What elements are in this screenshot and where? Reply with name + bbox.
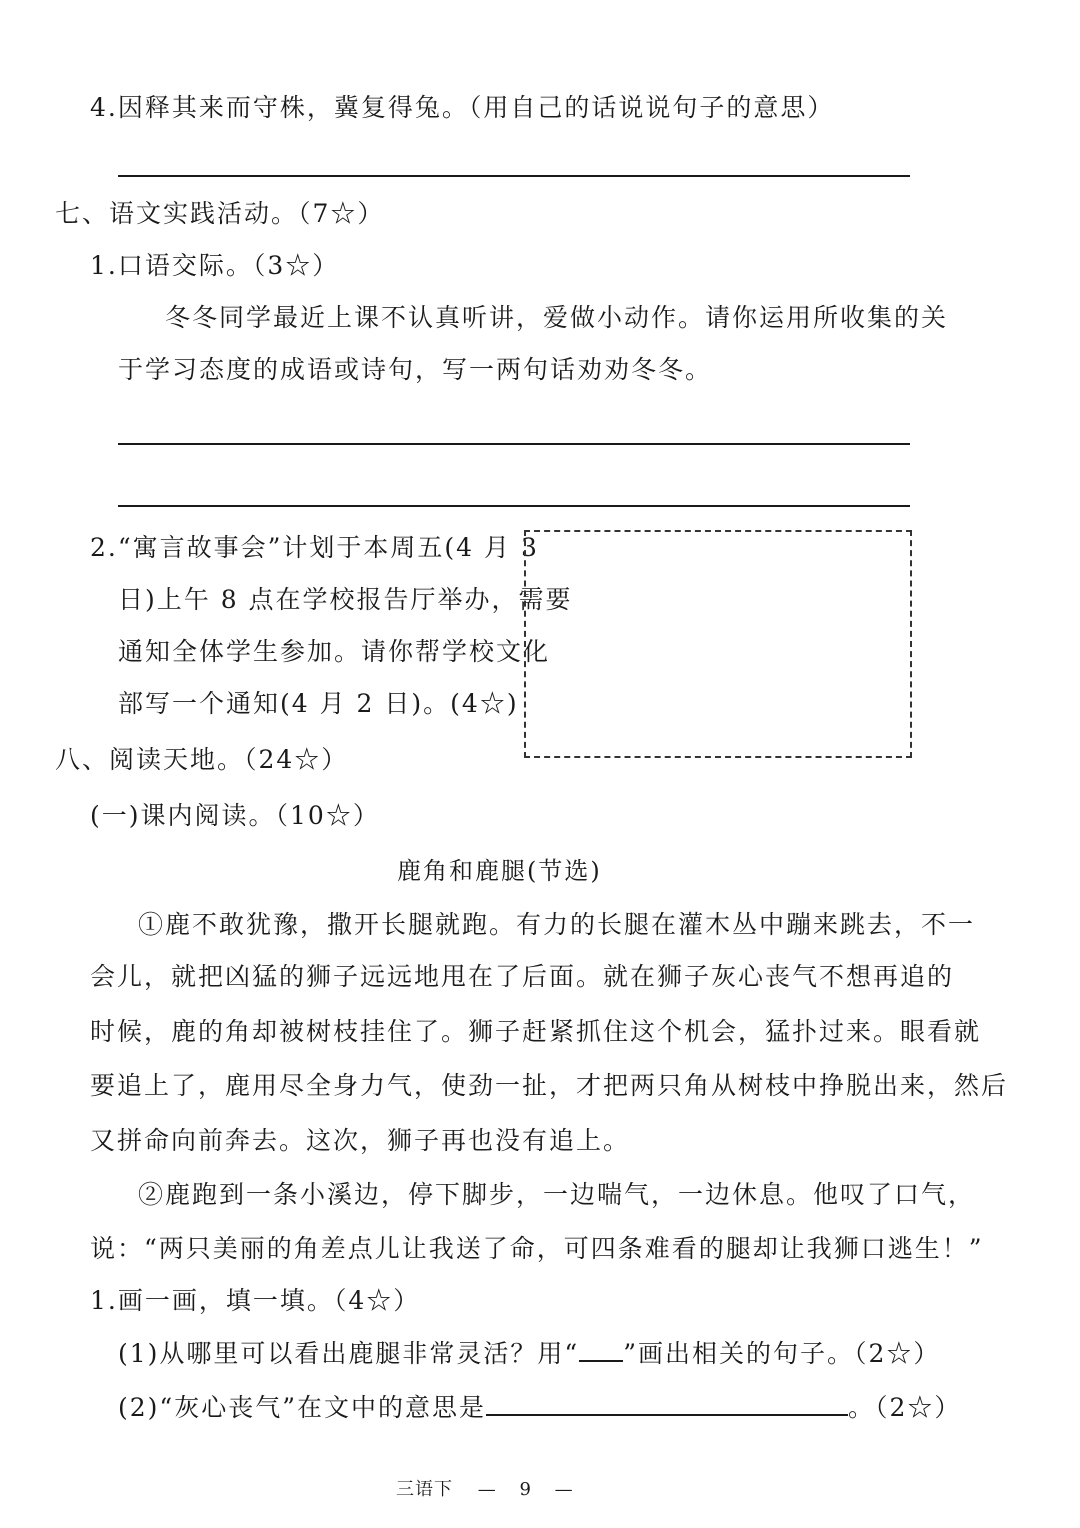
passage-title: 鹿角和鹿腿(节选) xyxy=(397,857,602,885)
footer-book: 三语下 xyxy=(396,1479,453,1500)
item-1-prompt-line: 冬冬同学最近上课不认真听讲，爱做小动作。请你运用所收集的关 xyxy=(165,303,949,332)
section-8-heading: 八、阅读天地。（24☆） xyxy=(55,745,349,774)
passage-line: 要追上了，鹿用尽全身力气，使劲一扯，才把两只角从树枝中挣脱出来，然后 xyxy=(90,1071,1009,1100)
notice-writing-box[interactable] xyxy=(524,530,912,758)
item-2-line: 2.“寓言故事会”计划于本周五(4 月 3 xyxy=(90,533,539,562)
item-2-line: 日)上午 8 点在学校报告厅举办，需要 xyxy=(118,585,573,614)
passage-line: 又拼命向前奔去。这次，狮子再也没有追上。 xyxy=(90,1126,631,1155)
footer-dash: — xyxy=(554,1479,574,1500)
passage-line: 说：“两只美丽的角差点儿让我送了命，可四条难看的腿却让我狮口逃生！” xyxy=(90,1234,984,1263)
item-1-heading: 1.口语交际。（3☆） xyxy=(90,251,340,280)
question-1-1-text: ”画出相关的句子。（2☆） xyxy=(623,1339,941,1368)
item-2-line: 部写一个通知(4 月 2 日)。(4☆) xyxy=(118,689,519,718)
question-1-2-text: (2)“灰心丧气”在文中的意思是 xyxy=(118,1393,486,1422)
question-1-2-text: 。（2☆） xyxy=(847,1393,962,1422)
section-7-heading: 七、语文实践活动。（7☆） xyxy=(55,199,385,228)
item-2-line: 通知全体学生参加。请你帮学校文化 xyxy=(118,637,551,666)
page-number: 9 xyxy=(519,1479,532,1500)
answer-line[interactable] xyxy=(118,443,910,445)
passage-line: ②鹿跑到一条小溪边，停下脚步，一边喘气，一边休息。他叹了口气， xyxy=(138,1180,976,1209)
question-1-2 xyxy=(118,1390,961,1424)
underline-sample xyxy=(579,1338,623,1362)
fill-in-blank[interactable] xyxy=(486,1390,848,1416)
question-1-heading: 1.画一画，填一填。（4☆） xyxy=(90,1286,421,1315)
passage-line: 会儿，就把凶猛的狮子远远地甩在了后面。就在狮子灰心丧气不想再追的 xyxy=(90,962,955,991)
question-1-1-text: (1)从哪里可以看出鹿腿非常灵活？用“ xyxy=(118,1339,580,1368)
passage-line: ①鹿不敢犹豫，撒开长腿就跑。有力的长腿在灌木丛中蹦来跳去，不一 xyxy=(138,910,976,939)
question-1-1 xyxy=(118,1338,940,1370)
part-1-heading: (一)课内阅读。（10☆） xyxy=(90,801,380,830)
answer-line[interactable] xyxy=(118,175,910,177)
question-6-4: 4.因释其来而守株，冀复得兔。（用自己的话说说句子的意思） xyxy=(90,93,835,122)
item-1-prompt-line: 于学习态度的成语或诗句，写一两句话劝劝冬冬。 xyxy=(118,355,713,384)
footer-dash: — xyxy=(477,1479,497,1500)
page-footer xyxy=(396,1474,574,1506)
answer-line[interactable] xyxy=(118,505,910,507)
passage-line: 时候，鹿的角却被树枝挂住了。狮子赶紧抓住这个机会，猛扑过来。眼看就 xyxy=(90,1017,982,1046)
